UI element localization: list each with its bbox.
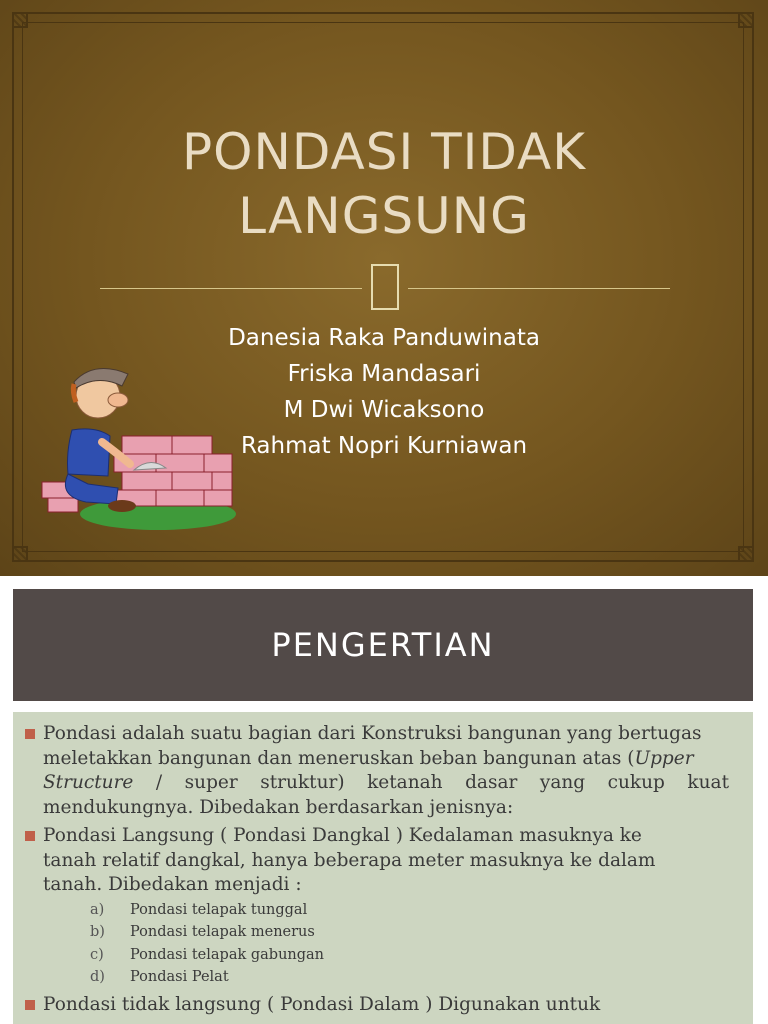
title-line-2: LANGSUNG <box>238 187 530 245</box>
bullet-square-icon <box>25 729 35 739</box>
bullet-square-icon <box>25 831 35 841</box>
rectangle-glyph-icon <box>371 264 399 310</box>
divider-right <box>408 288 670 289</box>
author-name: Rahmat Nopri Kurniawan <box>240 433 528 459</box>
bullet-line: meletakkan bangunan dan meneruskan beban bangunan atas (Upper <box>43 747 694 769</box>
bullet-line: Pondasi adalah suatu bagian dari Konstruksi bangunan yang bertugas <box>43 723 702 744</box>
bullet-line: Structure / super struktur) ketanah dasar yang cukup kuat <box>43 772 729 793</box>
bullet-item <box>43 722 729 820</box>
slide-title <box>0 122 768 246</box>
bullet-square-icon <box>25 1000 35 1010</box>
content-body: Pondasi adalah suatu bagian dari Konstruksi bangunan yang bertugas meletakkan bangunan dan meneruskan beban bangunan atas (Upper Structure / super struktur) ketanah dasar yang cukup kuat mendukungnya. Dibedakan berdasarkan jenisnya: Pondasi Langsung ( Pondasi Dangkal ) Kedalaman masuknya ke tanah relatif dangkal, hanya beberapa meter masuknya ke dalam tanah. Dibedakan menjadi : a) Pondasi telapak tunggal b) Pondasi telapak menerus c) Pondasi telapak gabungan d) Pondasi Pelat Pondasi tidak langsung ( Pondasi Dalam ) Digunakan untuk <box>13 712 753 1024</box>
author-name: M Dwi Wicaksono <box>283 397 485 423</box>
bricklayer-worker-icon <box>38 356 238 532</box>
frame-corner-icon <box>12 12 28 28</box>
bullet-line: Pondasi Langsung ( Pondasi Dangkal ) Kedalaman masuknya ke <box>43 825 642 846</box>
divider-left <box>100 288 362 289</box>
frame-corner-icon <box>12 546 28 562</box>
section-header <box>13 589 753 701</box>
bullet-line: Pondasi tidak langsung ( Pondasi Dalam ) Digunakan untuk <box>43 994 601 1015</box>
bullet-item <box>43 824 729 898</box>
content-slide <box>0 576 768 1024</box>
author-name: Friska Mandasari <box>287 361 481 387</box>
title-line-1: PONDASI TIDAK <box>181 123 586 181</box>
bullet-item <box>43 993 729 1018</box>
frame-corner-icon <box>738 12 754 28</box>
frame-corner-icon <box>738 546 754 562</box>
author-name: Danesia Raka Panduwinata <box>228 325 540 351</box>
section-title: PENGERTIAN <box>271 626 495 664</box>
bullet-line: tanah. Dibedakan menjadi : <box>43 874 302 895</box>
bullet-line: mendukungnya. Dibedakan berdasarkan jenisnya: <box>43 796 514 818</box>
bullet-line: tanah relatif dangkal, hanya beberapa meter masuknya ke dalam <box>43 849 656 871</box>
